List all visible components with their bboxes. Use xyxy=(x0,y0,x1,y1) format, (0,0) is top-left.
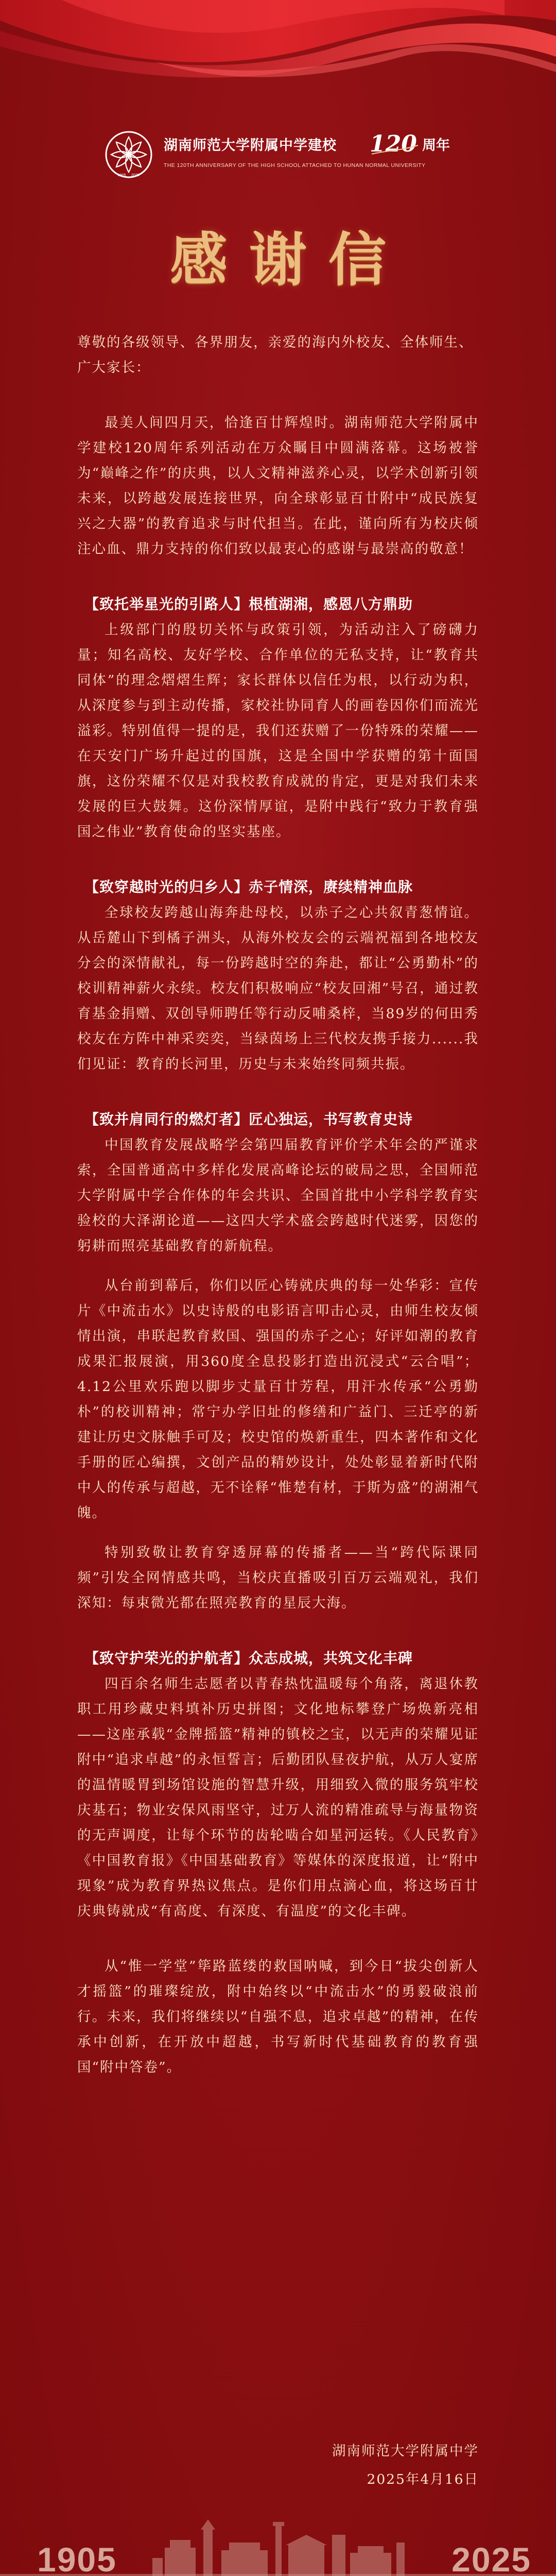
section-1-paragraph: 上级部门的殷切关怀与政策引领，为活动注入了磅礴力量；知名高校、友好学校、合作单位的无私支持，让“教育共同体”的理念熠熠生辉；家长群体以信任为根，以行动为积，从深度参与到主动传播，家校社协同育人的画卷因你们而流光溢彩。特别值得一提的是，我们还获赠了一份特殊的荣耀——在天安门广场升起过的国旗，这是全国中学获赠的第十面国旗，这份荣耀不仅是对我校教育成就的肯定，更是对我们未来发展的巨大鼓舞。这份深情厚谊，是附中践行“致力于教育强国之伟业”教育使命的坚实基座。 xyxy=(77,622,479,840)
section-heading-text: 匠心独运，书写教育史诗 xyxy=(249,1111,413,1128)
closing-paragraph: 从“惟一学堂”筚路蓝缕的救国呐喊，到今日“拔尖创新人才摇篮”的璀璨绽放，附中始终以“中流击水”的勇毅破浪前行。未来，我们将继续以“自强不息，追求卓越”的精神，在传承中创新，在开放中超越，书写新时代基础教育的教育强国“附中答卷”。 xyxy=(77,1958,479,2075)
red-ribbon-decoration xyxy=(0,0,556,103)
section-heading-4 xyxy=(77,1646,479,1671)
section-heading-3 xyxy=(77,1107,479,1132)
section-3-paragraph-3: 特别致敬让教育穿透屏幕的传播者——当“跨代际课同频”引发全网情感共鸣，当校庆直播吸引百万云端观礼，我们深知：每束微光都在照亮教育的星辰大海。 xyxy=(77,1545,479,1611)
anniversary-english-subtitle: THE 120TH ANNIVERSARY OF THE HIGH SCHOOL ATTACHED TO HUNAN NORMAL UNIVERSITY xyxy=(164,162,426,168)
anniversary-number: 120 xyxy=(370,131,417,157)
school-name: 湖南师范大学附属中学建校 xyxy=(164,138,337,154)
section-4-paragraph: 四百余名师生志愿者以青春热忱温暖每个角落，离退休教职工用珍藏史料填补历史拼图；文化地标攀登广场焕新亮相——这座承载“金牌摇篮”精神的镇校之宝，以无声的荣耀见证附中“追求卓越”的永恒誓言；后勤团队昼夜护航，从万人宴席的温情暖胃到场馆设施的智慧升级，用细致入微的服务筑牢校庆基石；物业安保风雨坚守，过万人流的精准疏导与海量物资的无声调度，让每个环节的齿轮啮合如星河运转。《人民教育》《中国教育报》《中国基础教育》等媒体的深度报道，让“附中现象”成为教育界热议焦点。是你们用点滴心血，将这场百廿庆典铸就成“有高度、有深度、有温度”的文化丰碑。 xyxy=(77,1676,479,1919)
signature-org: 湖南师范大学附属中学 xyxy=(332,2443,479,2459)
section-heading-1 xyxy=(77,591,479,617)
signature-date: 2025年4月16日 xyxy=(367,2471,479,2487)
letter-body xyxy=(77,330,479,2080)
intro-paragraph: 最美人间四月天，恰逢百廿辉煌时。湖南师范大学附属中学建校120周年系列活动在万众瞩目中圆满落幕。这场被誉为“巅峰之作”的庆典，以人文精神滋养心灵，以学术创新引领未来，以跨越发展连接世界，向全球彰显百廿附中“成民族复兴之大器”的教育追求与时代担当。在此，谨向所有为校庆倾注心血、鼎力支持的你们致以最衷心的感谢与最崇高的敬意！ xyxy=(77,415,479,557)
seal-year-start: 1905 xyxy=(118,174,126,177)
school-header xyxy=(103,129,474,180)
section-heading-label: 【致托举星光的引路人】 xyxy=(84,596,249,613)
footer-skyline xyxy=(0,2499,556,2576)
section-heading-text: 众志成城，共筑文化丰碑 xyxy=(249,1650,413,1667)
section-heading-text: 根植湖湘，感恩八方鼎助 xyxy=(249,596,413,613)
signature-block xyxy=(77,2437,479,2494)
section-2-paragraph: 全球校友跨越山海奔赴母校，以赤子之心共叙青葱情谊。从岳麓山下到橘子洲头，从海外校友会的云端祝福到各地校友分会的深情献礼，每一份跨越时空的奔赴，都让“公勇勤朴”的校训精神薪火永续。校友们积极响应“校友回湘”号召，通过教育基金捐赠、双创导师聘任等行动反哺桑梓，当89岁的何田秀校友在方阵中神采奕奕，当绿茵场上三代校友携手接力......我们见证：教育的长河里，历史与未来始终同频共振。 xyxy=(77,905,479,1072)
anniversary-120-mark xyxy=(369,130,420,157)
footer-year-start: 1905 xyxy=(37,2540,117,2576)
section-heading-label: 【致守护荣光的护航者】 xyxy=(84,1650,249,1667)
page-title: 感谢信 xyxy=(170,226,408,294)
section-3-paragraph-2: 从台前到幕后，你们以匠心铸就庆典的每一处华彩：宣传片《中流击水》以史诗般的电影语言叩击心灵，由师生校友倾情出演，串联起教育救国、强国的赤子之心；好评如潮的教育成果汇报展演，用360度全息投影打造出沉浸式“云合唱”；4.12公里欢乐跑以脚步丈量百廿芳程，用汗水传承“公勇勤朴”的校训精神；常宁办学旧址的修缮和广益门、三迁亭的新建让历史文脉触手可及；校史馆的焕新重生，四本著作和文化手册的匠心编撰，文创产品的精妙设计，处处彰显着新时代附中人的传承与超越，无不诠释“惟楚有材，于斯为盛”的湖湘气魄。 xyxy=(77,1278,479,1521)
anniversary-suffix: 周年 xyxy=(422,138,450,154)
section-heading-2 xyxy=(77,874,479,900)
footer-year-end: 2025 xyxy=(451,2540,531,2576)
section-heading-text: 赤子情深，赓续精神血脉 xyxy=(249,878,413,895)
section-heading-label: 【致穿越时光的归乡人】 xyxy=(84,878,249,895)
seal-year-end: 2025 xyxy=(131,174,140,177)
school-seal-icon xyxy=(103,129,154,180)
section-heading-label: 【致并肩同行的燃灯者】 xyxy=(84,1111,249,1128)
section-3-paragraph-1: 中国教育发展战略学会第四届教育评价学术年会的严谨求索，全国普通高中多样化发展高峰论坛的破局之思，全国师范大学附属中学合作体的年会共识、全国首批中小学科学教育实验校的大泽湖论道——这四大学术盛会跨越时代迷雾，因您的躬耕而照亮基础教育的新航程。 xyxy=(77,1137,479,1254)
salutation: 尊敬的各级领导、各界朋友，亲爱的海内外校友、全体师生、广大家长： xyxy=(77,334,474,376)
